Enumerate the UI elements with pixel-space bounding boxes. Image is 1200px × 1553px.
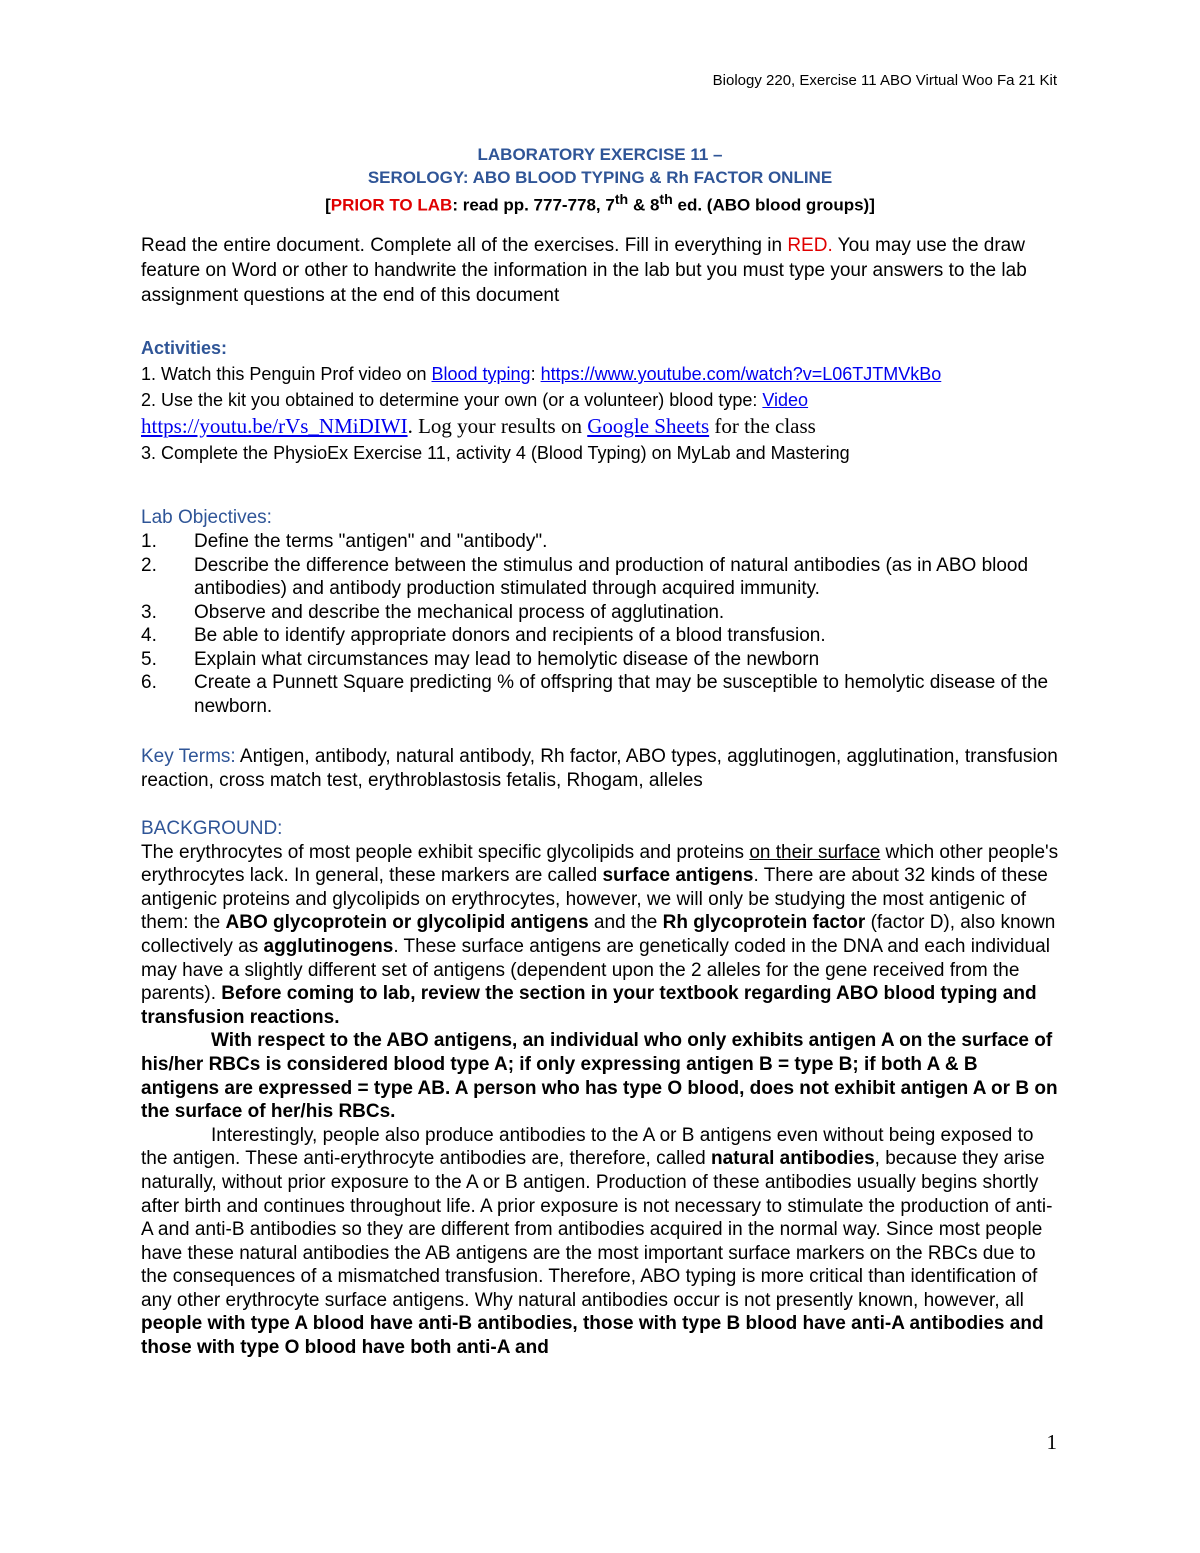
objective-text: Describe the difference between the stimulus and production of natural antibodies (as in ABO blood antibodies) and antibody production stimulated through acquired immunity.	[194, 554, 1029, 599]
bg-p1-bold-4: agglutinogens	[263, 935, 394, 957]
activity-1-sep: :	[530, 364, 541, 384]
objective-text: Explain what circumstances may lead to hemolytic disease of the newborn	[194, 648, 820, 670]
youtu-be-link[interactable]: https://youtu.be/rVs_NMiDIWI	[141, 414, 408, 438]
background-heading: BACKGROUND:	[141, 818, 283, 839]
activity-item-3: 3. Complete the PhysioEx Exercise 11, activity 4 (Blood Typing) on MyLab and Mastering	[141, 443, 850, 463]
activity-2-text: 2. Use the kit you obtained to determine your own (or a volunteer) blood type:	[141, 390, 763, 410]
prior-end: ed. (ABO blood groups)]	[672, 195, 875, 215]
title-block	[0, 143, 1200, 217]
title-line-2: SEROLOGY: ABO BLOOD TYPING & Rh FACTOR ONLINE	[367, 168, 833, 187]
bg-p1-underline: on their surface	[749, 841, 881, 863]
bg-p1-e: (factor D), also known collectively as	[141, 912, 1056, 957]
intro-paragraph	[141, 233, 1061, 308]
page-header: Biology 220, Exercise 11 ABO Virtual Woo Fa 21 Kit	[712, 72, 1057, 89]
activity-2-mid: . Log your results on	[407, 414, 588, 438]
objective-number: 3.	[141, 601, 157, 623]
activity-1-text: 1. Watch this Penguin Prof video on	[141, 364, 432, 384]
bg-p1-bold-1: surface antigens	[602, 865, 754, 887]
objective-number: 1.	[141, 531, 157, 552]
background-paragraph-2: With respect to the ABO antigens, an individual who only exhibits antigen A on the surface of his/her RBCs is considered blood type A; if only expressing antigen B = type B; if both A & B antigens are expressed = type AB. A person who has type O blood, does not exhibit antigen A or B on the surface of her/his RBCs.	[141, 1030, 1058, 1123]
lab-objectives-section	[141, 505, 1061, 718]
objectives-list	[141, 530, 1061, 718]
prior-to-lab-line	[0, 189, 1200, 217]
lab-objectives-heading: Lab Objectives:	[141, 507, 272, 528]
prior-to-lab-label: PRIOR TO LAB	[330, 195, 453, 215]
objective-number: 2.	[141, 554, 157, 576]
key-terms-paragraph	[141, 745, 1061, 793]
activity-2-end: for the class	[709, 414, 816, 438]
sup-th-2: th	[659, 192, 673, 208]
bg-p1-b: which other people's erythrocytes lack. In general, these markers are called	[141, 841, 1059, 887]
bg-p3-bold-2: people with type A blood have anti-B antibodies, those with type B blood have anti-A antibodies and those with type O blood have both anti-A and	[141, 1313, 1044, 1359]
objective-text: Observe and describe the mechanical process of agglutination.	[194, 601, 725, 623]
background-paragraph-1	[141, 841, 1061, 1030]
objective-item	[141, 601, 1061, 625]
bg-p1-bold-3: Rh glycoprotein factor	[662, 912, 866, 934]
title-line-1: LABORATORY EXERCISE 11 –	[477, 145, 723, 164]
prior-mid: & 8	[628, 195, 660, 215]
objective-item	[141, 671, 1061, 718]
objective-item	[141, 530, 1061, 554]
activities-heading: Activities:	[141, 338, 228, 358]
objective-number: 4.	[141, 625, 157, 646]
activity-item-1	[141, 361, 1061, 387]
objective-item	[141, 648, 1061, 672]
bg-p1-c: . There are about 32 kinds of these antigenic proteins and glycolipids on erythrocytes, however, we will only be studying the most antigenic of them: the	[141, 865, 1048, 934]
activity-item-2	[141, 387, 1061, 440]
intro-part-1: Read the entire document. Complete all of the exercises. Fill in everything in	[141, 235, 788, 256]
bg-p1-a: The erythrocytes of most people exhibit specific glycolipids and proteins	[141, 841, 750, 863]
page-number: 1	[1046, 1430, 1057, 1454]
bg-p1-d: and the	[588, 912, 663, 934]
background-section	[141, 817, 1061, 1360]
bg-p3-bold-1: natural antibodies	[711, 1148, 875, 1170]
key-terms-label: Key Terms:	[141, 746, 236, 767]
prior-reading: : read pp. 777-778, 7	[452, 195, 615, 215]
bg-p1-bold-5: Before coming to lab, review the section in your textbook regarding ABO blood typing and transfusion reactions.	[141, 983, 1037, 1028]
bg-p3-a: Interestingly, people also produce antibodies to the A or B antigens even without being exposed to the antigen. These anti-erythrocyte antibodies are, therefore, called	[141, 1124, 1034, 1170]
activities-section	[141, 335, 1061, 466]
video-link[interactable]: Video	[762, 390, 809, 410]
intro-part-2: You may use the draw feature on Word or other to handwrite the information in the lab but you must type your answers to the lab assignment questions at the end of this document	[141, 235, 1027, 306]
key-terms-text: Antigen, antibody, natural antibody, Rh factor, ABO types, agglutinogen, agglutination, transfusion reaction, cross match test, erythroblastosis fetalis, Rhogam, alleles	[141, 746, 1058, 791]
bg-p1-f: . These surface antigens are genetically coded in the DNA and each individual may have a slightly different set of antigens (dependent upon the 2 alleles for the gene received from the parents).	[141, 935, 1050, 1005]
youtube-video-link[interactable]: https://www.youtube.com/watch?v=L06TJTMVkBo	[540, 364, 942, 384]
sup-th-1: th	[614, 192, 629, 208]
objective-item	[141, 624, 1061, 648]
bg-p3-b: , because they arise naturally, without prior exposure to the A or B antigen. Production of these antibodies usually begins shortly after birth and continues throughout life. A prior exposure is not necessary to stimulate the production of anti-A and anti-B antibodies so they are different from antibodies acquired in the normal way. Since most people have these natural antibodies the AB antigens are the most important surface markers on the RBCs due to the consequences of a mismatched transfusion. Therefore, ABO typing is more critical than identification of any other erythrocyte surface antigens. Why natural antibodies occur is not presently known, however, all	[141, 1148, 1053, 1311]
bg-p1-bold-2: ABO glycoprotein or glycolipid antigens	[225, 912, 589, 934]
objective-number: 5.	[141, 648, 157, 670]
google-sheets-link[interactable]: Google Sheets	[587, 414, 710, 438]
prior-open-bracket: [	[325, 195, 331, 215]
blood-typing-link[interactable]: Blood typing	[431, 364, 531, 384]
background-paragraph-3	[141, 1124, 1061, 1360]
objective-text: Create a Punnett Square predicting % of offspring that may be susceptible to hemolytic disease of the newborn.	[194, 672, 1049, 717]
intro-red-word: RED.	[787, 235, 833, 256]
objective-text: Define the terms "antigen" and "antibody".	[194, 531, 548, 552]
objective-item	[141, 554, 1061, 601]
objective-text: Be able to identify appropriate donors and recipients of a blood transfusion.	[194, 625, 826, 646]
objective-number: 6.	[141, 672, 157, 693]
